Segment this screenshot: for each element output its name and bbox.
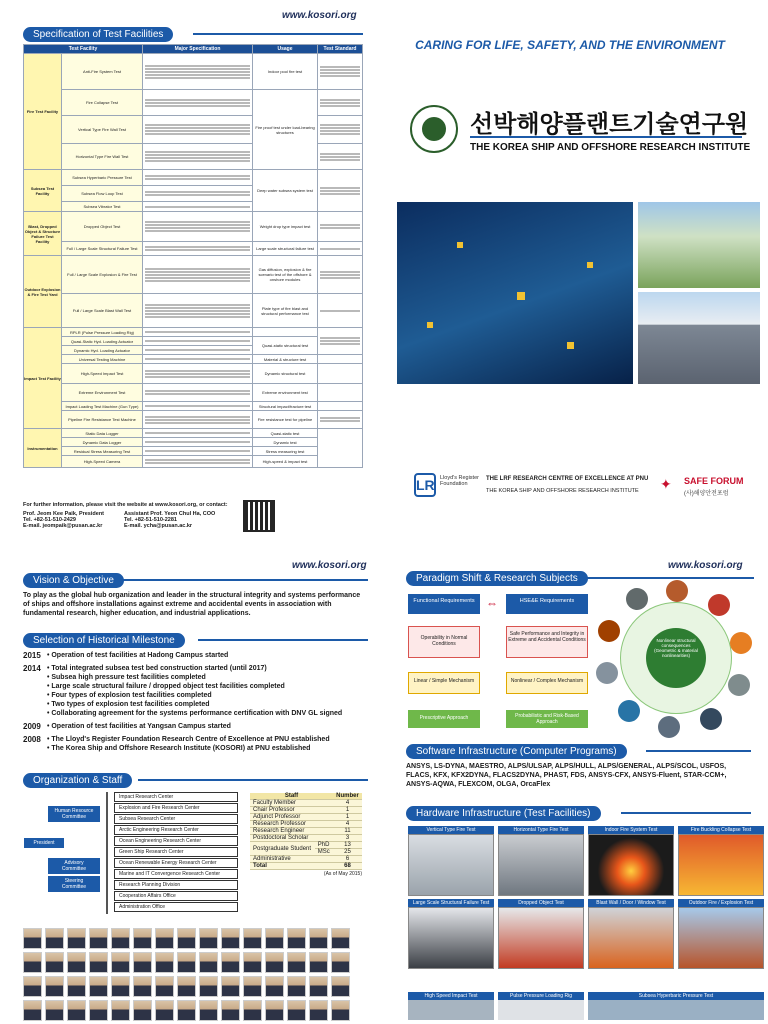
milestone-list	[23, 651, 368, 753]
facility-row: High-Speed Impact Test	[62, 364, 143, 384]
usage-cell: Large scale structural failure test	[253, 242, 318, 256]
tagline: CARING FOR LIFE, SAFETY, AND THE ENVIRONMENT	[415, 38, 725, 52]
staff-photo	[89, 1000, 108, 1021]
subject-photo-icon	[730, 632, 752, 654]
staff-photo	[23, 928, 42, 949]
col-test-facility: Test Facility	[24, 45, 143, 54]
facility-row: Static Data Logger	[62, 429, 143, 438]
hr-committee: Human Resource Committee	[48, 806, 100, 822]
subject-photo-icon	[618, 700, 640, 722]
subject-photo-icon	[626, 588, 648, 610]
staff-photo	[45, 952, 64, 973]
qr-code-icon[interactable]	[243, 500, 275, 532]
center-box: Explosion and Fire Research Center	[114, 803, 238, 813]
staff-photo	[67, 928, 86, 949]
subject-photo-icon	[700, 708, 722, 730]
center-box: Impact Research Center	[114, 792, 238, 802]
staff-photo	[177, 952, 196, 973]
milestone-section	[23, 630, 368, 646]
organization-section	[23, 770, 368, 786]
staff-photo	[331, 976, 350, 997]
center-box: Ocean Engineering Research Center	[114, 836, 238, 846]
paradigm-box: Functional Requirements	[408, 594, 480, 614]
research-subject-wheel	[596, 580, 756, 738]
wheel-center: Nonlinear structural consequences (Geometric & material nonlinearities)	[646, 628, 706, 688]
usage-cell: Structural impact/fracture test	[253, 402, 318, 411]
hardware-section	[406, 803, 751, 819]
staff-photo	[309, 1000, 328, 1021]
staff-photo	[265, 976, 284, 997]
test-building-image	[638, 292, 760, 384]
center-box: Marine and IT Convergence Research Center	[114, 869, 238, 879]
usage-cell: Gas diffusion, explosion & fire scenario test of the offshore & onshore modules	[253, 256, 318, 294]
usage-cell: Stress measuring test	[253, 447, 318, 456]
center-box: Research Planning Division	[114, 880, 238, 890]
staff-photo	[89, 976, 108, 997]
facility-row: Horizontal Type Fire Wall Test	[62, 144, 143, 170]
staff-photo	[177, 928, 196, 949]
safe-forum-icon: ✦	[660, 476, 672, 492]
staff-photo	[243, 1000, 262, 1021]
staff-row: Research Professor 4	[250, 821, 362, 828]
usage-cell: Fire proof test under load-bearing structures	[253, 90, 318, 170]
staff-photo	[199, 976, 218, 997]
standard-lines	[318, 54, 363, 90]
staff-photo	[111, 952, 130, 973]
center-box: Cooperation Affairs Office	[114, 891, 238, 901]
divider	[193, 33, 363, 35]
contact-block	[23, 502, 363, 529]
campus-aerial-image	[638, 202, 760, 288]
staff-photo	[221, 928, 240, 949]
milestone-item: 2009 • Operation of test facilities at Yangsan Campus started	[23, 722, 231, 731]
facility-row: Subsea Hyperbaric Pressure Test	[62, 170, 143, 186]
staff-photo	[89, 928, 108, 949]
facility-card: Large Scale Structural Failure Test	[408, 899, 494, 969]
staff-photo	[67, 952, 86, 973]
facility-row: Full / Large Scale Structural Failure Test	[62, 242, 143, 256]
usage-cell: Indoor pool fire test	[253, 54, 318, 90]
category-instrumentation: Instrumentation	[24, 429, 62, 468]
facility-card: Horizontal Type Fire Test	[498, 826, 584, 896]
advisory-committee: Advisory Committee	[48, 858, 100, 874]
facility-row: Full / Large Scale Explosion & Fire Test	[62, 256, 143, 294]
paradigm-box: Safe Performance and Integrity in Extreme and Accidental Conditions	[506, 626, 588, 658]
staff-photo	[133, 976, 152, 997]
usage-cell: Quasi-static test	[253, 429, 318, 438]
staff-row: MSc 25	[250, 849, 362, 856]
software-list: ANSYS, LS-DYNA, MAESTRO, ALPS/ULSAP, ALPS/HULL, ALPS/GENERAL, ALPS/SCOL, USFOS, FLACS, KFX, KFX2DYNA, FLACS2DYNA, PHAST, FDS, ANSYS-CFX, ANSYS-Fluent, STAR-CCM+, ANSYS-AQWA, FLEXCOM, OLGA, OrcaFlex	[406, 763, 727, 788]
facility-row: Anti-Fire System Test	[62, 54, 143, 90]
staff-photo	[221, 1000, 240, 1021]
safe-forum-title: SAFE FORUM	[684, 476, 744, 486]
arrow-icon: ⇔	[486, 596, 498, 610]
contact-intro: For further information, please visit the website at www.kosori.org, or contact:	[23, 502, 228, 508]
facility-card: Pulse Pressure Loading Rig	[498, 992, 584, 1020]
safe-forum-sub: (사)해양안전포럼	[684, 491, 729, 497]
paradigm-box: Nonlinear / Complex Mechanism	[506, 672, 588, 694]
facility-card: Indoor Fire System Test	[588, 826, 674, 896]
staff-photo	[221, 952, 240, 973]
staff-photo	[45, 928, 64, 949]
facility-card: High Speed Impact Test	[408, 992, 494, 1020]
col-major-spec: Major Specification	[143, 45, 253, 54]
software-title: Software Infrastructure (Computer Programs)	[406, 744, 627, 759]
facility-row: RPLR (Pulse Pressure Loading Rig)	[62, 328, 143, 337]
staff-photo	[331, 952, 350, 973]
paradigm-box: Prescriptive Approach	[408, 710, 480, 728]
category-subsea: Subsea Test Facility	[24, 170, 62, 212]
category-outdoor: Outdoor Explosion & Fire Test Yard	[24, 256, 62, 328]
staff-row: Postgraduate Student PhD 13	[250, 842, 362, 849]
staff-photo	[133, 1000, 152, 1021]
facility-row: Impact Loading Test Machine (Gun Type)	[62, 402, 143, 411]
facility-row: Extreme Environment Test	[62, 384, 143, 402]
center-box: Administration Office	[114, 902, 238, 912]
staff-photo	[155, 928, 174, 949]
col-test-standard: Test Standard	[318, 45, 363, 54]
research-centers	[114, 792, 238, 912]
usage-cell: Quasi-static structural test	[253, 337, 318, 355]
staff-photo	[265, 1000, 284, 1021]
facility-row: Subsea Flow Loop Test	[62, 186, 143, 202]
usage-cell: High-speed & impact test	[253, 456, 318, 468]
hardware-title: Hardware Infrastructure (Test Facilities)	[406, 806, 601, 821]
website-url[interactable]: www.kosori.org	[668, 560, 743, 571]
usage-cell: Weight drop type impact test	[253, 212, 318, 242]
staff-photo	[243, 928, 262, 949]
milestone-title: Selection of Historical Milestone	[23, 633, 185, 648]
staff-row: Total 68	[250, 863, 362, 870]
subject-photo-icon	[598, 620, 620, 642]
paradigm-box: Probabilistic and Risk-Based Approach	[506, 710, 588, 728]
category-fire: Fire Test Facility	[24, 54, 62, 170]
center-box: Ocean Renewable Energy Research Center	[114, 858, 238, 868]
lrf-centre-sub: THE KOREA SHIP AND OFFSHORE RESEARCH INSTITUTE	[486, 488, 639, 494]
staff-photo	[287, 976, 306, 997]
staff-photo	[243, 976, 262, 997]
website-url[interactable]: www.kosori.org	[292, 560, 367, 571]
staff-photo	[111, 1000, 130, 1021]
staff-photo	[45, 976, 64, 997]
staff-table: Staff Number Faculty Member 4 Chair Professor 1 Adjunct Professor 1 Research Professor 4 Research Engineer 11 Postdoctoral Scholar 3 Postgraduate Student PhD 13 MSc 25 Administrative 6 Total 68 (As of May 2015)	[250, 793, 362, 877]
staff-photo	[309, 928, 328, 949]
staff-photo	[265, 952, 284, 973]
facility-row: Vertical Type Fire Wall Test	[62, 116, 143, 144]
center-box: Arctic Engineering Research Center	[114, 825, 238, 835]
english-institute-name: THE KOREA SHIP AND OFFSHORE RESEARCH INSTITUTE	[470, 142, 751, 153]
subject-photo-icon	[728, 674, 750, 696]
col-usage: Usage	[253, 45, 318, 54]
staff-photo	[89, 952, 108, 973]
milestone-item: 2014 • Total integrated subsea test bed construction started (until 2017) • Subsea high pressure test facilities completed • Large scale structural failure / dropped object test facilities completed • Four types of explosion test facilities completed • Two types of explosion test facilities completed • Collaborating agreement for the systems performance certification with DNV GL signed	[23, 664, 343, 717]
staff-row: Adjunct Professor 1	[250, 814, 362, 821]
facility-row: Dropped Object Test	[62, 212, 143, 242]
paradigm-box: Linear / Simple Mechanism	[408, 672, 480, 694]
staff-photo	[331, 928, 350, 949]
vision-title: Vision & Objective	[23, 573, 124, 588]
staff-photo	[287, 952, 306, 973]
usage-cell: Deep water subsea system test	[253, 170, 318, 212]
lr-foundation-text: Lloyd's Register Foundation	[440, 475, 479, 487]
contact-coo: Assistant Prof. Yeon Chul Ha, COO Tel. +82-51-510-2281 E-mail. ycha@pusan.ac.kr	[124, 511, 216, 529]
facility-row: Pipeline Fire Resistance Test Machine	[62, 411, 143, 429]
steering-committee: Steering Committee	[48, 876, 100, 892]
subject-photo-icon	[708, 594, 730, 616]
staff-photo	[23, 1000, 42, 1021]
facility-row: Full / Large Scale Blast Wall Test	[62, 294, 143, 328]
usage-cell: Dynamic test	[253, 438, 318, 447]
facility-row: Subsea Vibrator Test	[62, 202, 143, 212]
usage-cell: Dynamic structural test	[253, 364, 318, 384]
spec-lines	[143, 54, 253, 90]
email-link[interactable]: E-mail. ycha@pusan.ac.kr	[124, 523, 193, 529]
facility-card: Fire Buckling Collapse Test	[678, 826, 764, 896]
staff-photo	[309, 976, 328, 997]
staff-row: Administrative 6	[250, 856, 362, 863]
facility-row: Dynamic Hyd. Loading Actuator	[62, 346, 143, 355]
spec-title: Specification of Test Facilities	[23, 27, 173, 42]
lrf-centre-title: THE LRF RESEARCH CENTRE OF EXCELLENCE AT PNU	[486, 476, 649, 482]
staff-photo	[177, 976, 196, 997]
category-dropped-object: Blast, Dropped Object & Structure Failure Test Facility	[24, 212, 62, 256]
facility-row: Residual Stress Measuring Test	[62, 447, 143, 456]
vision-section	[23, 570, 368, 618]
subsea-field-image	[397, 202, 633, 384]
staff-photo	[199, 1000, 218, 1021]
staff-row: Faculty Member 4	[250, 800, 362, 807]
facility-row: Universal Testing Machine	[62, 355, 143, 364]
staff-photo	[287, 1000, 306, 1021]
staff-photo	[23, 952, 42, 973]
facility-card: Vertical Type Fire Test	[408, 826, 494, 896]
center-box: Green Ship Research Center	[114, 847, 238, 857]
staff-photo	[133, 952, 152, 973]
korean-institute-name: 선박해양플랜트기술연구원	[470, 111, 749, 138]
subject-photo-icon	[596, 662, 618, 684]
usage-cell: Extreme environment test	[253, 384, 318, 402]
hardware-grid	[408, 826, 768, 969]
staff-photo	[111, 928, 130, 949]
milestone-item: 2008 • The Lloyd's Register Foundation Research Centre of Excellence at PNU established • The Korea Ship and Offshore Research Institute (KOSORI) at PNU established	[23, 735, 330, 752]
website-url[interactable]: www.kosori.org	[282, 10, 357, 21]
usage-cell: Fire resistance test for pipeline	[253, 411, 318, 429]
staff-photo	[309, 952, 328, 973]
staff-photo	[111, 976, 130, 997]
subject-photo-icon	[666, 580, 688, 602]
facility-row: High-Speed Camera	[62, 456, 143, 468]
divider	[470, 136, 742, 138]
facility-row: Dynamic Data Logger	[62, 438, 143, 447]
staff-photo	[331, 1000, 350, 1021]
software-section	[406, 741, 751, 789]
organization-title: Organization & Staff	[23, 773, 132, 788]
subject-photo-icon	[658, 716, 680, 738]
staff-row: Postdoctoral Scholar 3	[250, 835, 362, 842]
staff-photo	[155, 952, 174, 973]
staff-photo	[23, 976, 42, 997]
contact-president: Prof. Jeom Kee Paik, President Tel. +82-51-510-2429 E-mail. jeompaik@pusan.ac.kr	[23, 511, 105, 529]
facility-card: Outdoor Fire / Explosion Test	[678, 899, 764, 969]
usage-cell: Plate type of fire blast and structural performance test	[253, 294, 318, 328]
staff-photo	[155, 976, 174, 997]
facility-card: Blast Wall / Door / Window Test	[588, 899, 674, 969]
staff-row: Research Engineer 11	[250, 828, 362, 835]
paradigm-box: HSE&E Requirements	[506, 594, 588, 614]
staff-row: Chair Professor 1	[250, 807, 362, 814]
staff-photo	[155, 1000, 174, 1021]
hardware-grid-row3	[408, 992, 768, 1020]
president-box: President	[24, 838, 64, 848]
staff-photo	[199, 952, 218, 973]
staff-photo	[133, 928, 152, 949]
category-impact: Impact Test Facility	[24, 328, 62, 429]
staff-photo	[287, 928, 306, 949]
facility-card: Subsea Hyperbaric Pressure Test	[588, 992, 764, 1020]
staff-photo-grid	[23, 928, 363, 1021]
spec-header	[23, 24, 363, 40]
center-box: Subsea Research Center	[114, 814, 238, 824]
milestone-item: 2015 • Operation of test facilities at Hadong Campus started	[23, 651, 229, 660]
facility-card: Dropped Object Test	[498, 899, 584, 969]
facility-row: Fire Collapse Test	[62, 90, 143, 116]
facility-row: Quasi-Static Hyd. Loading Actuator	[62, 337, 143, 346]
paradigm-box: Operability in Normal Conditions	[408, 626, 480, 658]
lloyds-register-logo-icon: LR	[414, 473, 436, 497]
spec-table	[23, 44, 363, 468]
staff-photo	[243, 952, 262, 973]
usage-cell: Material & structure test	[253, 355, 318, 364]
email-link[interactable]: E-mail. jeompaik@pusan.ac.kr	[23, 523, 103, 529]
staff-photo	[45, 1000, 64, 1021]
paradigm-title: Paradigm Shift & Research Subjects	[406, 571, 588, 586]
staff-photo	[67, 1000, 86, 1021]
paradigm-section	[406, 568, 751, 584]
vision-text: To play as the global hub organization and leader in the structural integrity and systems performance of ships and offshore installations against extreme and accidental events in association with fundamental research, higher education, and industrial applications.	[23, 592, 361, 617]
staff-photo	[199, 928, 218, 949]
staff-photo	[67, 976, 86, 997]
staff-photo	[221, 976, 240, 997]
staff-photo	[265, 928, 284, 949]
pnu-seal-icon	[410, 105, 458, 153]
as-of-note: (As of May 2015)	[323, 871, 362, 877]
staff-photo	[177, 1000, 196, 1021]
